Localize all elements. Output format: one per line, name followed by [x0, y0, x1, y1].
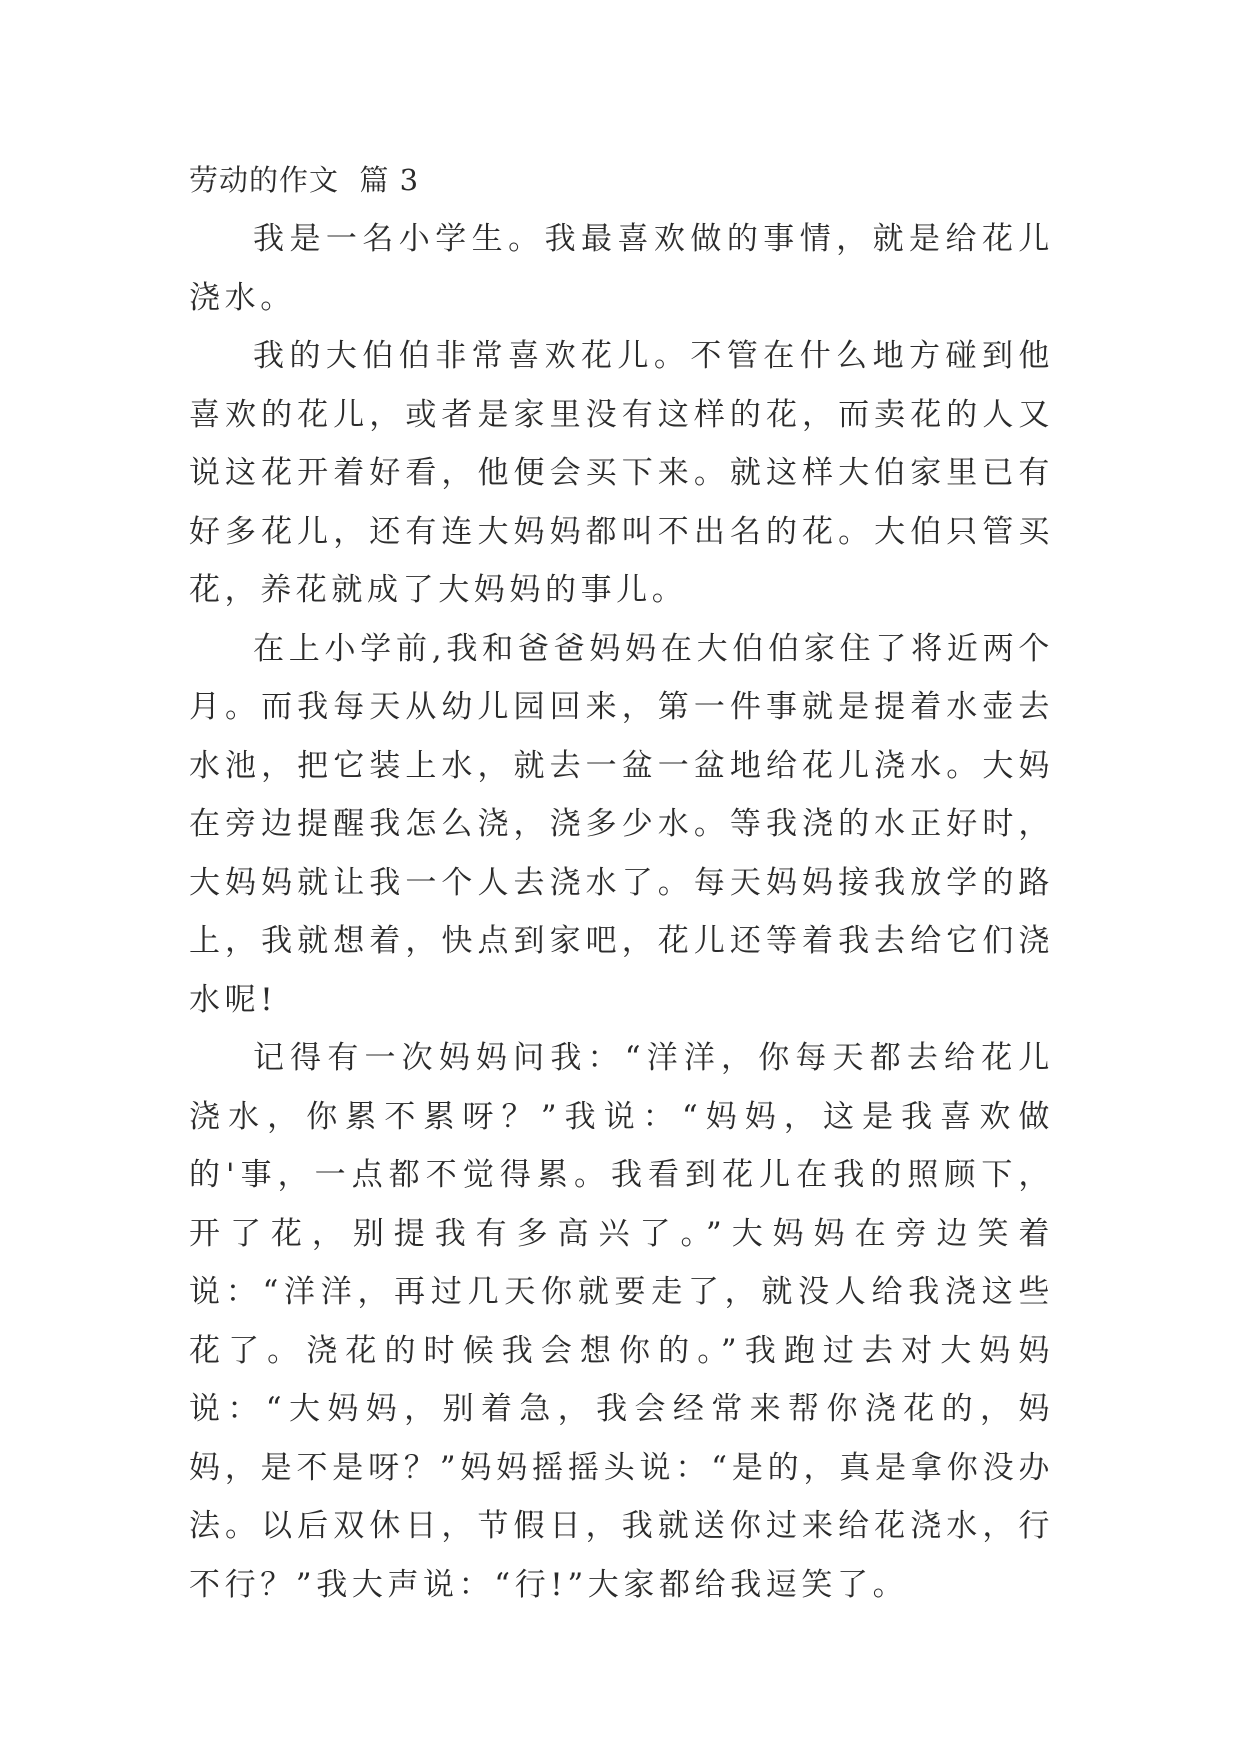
document-body	[189, 160, 1054, 1614]
paragraph-1: 我是一名小学生。我最喜欢做的事情，就是给花儿浇水。	[189, 221, 1054, 316]
paragraph-4: 记得有一次妈妈问我：“洋洋，你每天都去给花儿浇水，你累不累呀？”我说：“妈妈，这是我喜欢做的'事，一点都不觉得累。我看到花儿在我的照顾下，开了花，别提我有多高兴了。”大妈妈在旁边笑着说：“洋洋，再过几天你就要走了，就没人给我浇这些花了。浇花的时候我会想你的。”我跑过去对大妈妈说：“大妈妈，别着急，我会经常来帮你浇花的，妈妈，是不是呀？”妈妈摇摇头说：“是的，真是拿你没办法。以后双休日，节假日，我就送你过来给花浇水，行不行？”我大声说：“行!”大家都给我逗笑了。	[189, 1040, 1054, 1603]
document-title: 劳动的作文 篇 3	[189, 163, 420, 197]
paragraph-2: 我的大伯伯非常喜欢花儿。不管在什么地方碰到他喜欢的花儿，或者是家里没有这样的花，而卖花的人又说这花开着好看，他便会买下来。就这样大伯家里已有好多花儿，还有连大妈妈都叫不出名的花。大伯只管买花，养花就成了大妈妈的事儿。	[189, 338, 1054, 608]
paragraph-3: 在上小学前,我和爸爸妈妈在大伯伯家住了将近两个月。而我每天从幼儿园回来，第一件事就是提着水壶去水池，把它装上水，就去一盆一盆地给花儿浇水。大妈在旁边提醒我怎么浇，浇多少水。等我浇的水正好时，大妈妈就让我一个人去浇水了。每天妈妈接我放学的路上，我就想着，快点到家吧，花儿还等着我去给它们浇水呢!	[189, 630, 1054, 1018]
